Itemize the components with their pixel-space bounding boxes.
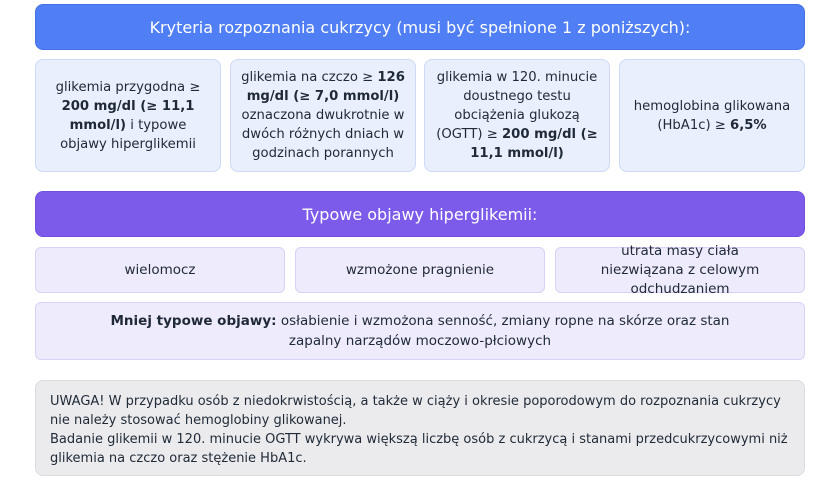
less-typical-label: Mniej typowe objawy: <box>110 313 277 329</box>
criterion-card-random-glucose <box>35 59 221 172</box>
criterion-text: glikemia przygodna ≥ 200 mg/dl (≥ 11,1 mmol/l) i typowe objawy hiperglikemii <box>55 79 201 152</box>
criterion-text: glikemia na czczo ≥ 126 mg/dl (≥ 7,0 mmol/l) oznaczona dwukrotnie w dwóch różnych dniach w godzinach porannych <box>241 70 405 161</box>
note-line-1: UWAGA! W przypadku osób z niedokrwistością, a także w ciąży i okresie poporodowym do rozpoznania cukrzycy nie należy stosować hemoglobiny glikowanej. <box>50 394 781 428</box>
warning-note <box>35 380 805 476</box>
less-typical-symptoms <box>35 302 805 360</box>
criterion-card-ogtt <box>424 59 610 172</box>
symptoms-header <box>35 191 805 237</box>
symptom-label: utrata masy ciała niezwiązana z celowym odchudzaniem <box>600 242 760 297</box>
symptom-card <box>35 247 285 293</box>
symptoms-header-title: Typowe objawy hiperglikemii: <box>302 204 538 224</box>
symptom-card <box>295 247 545 293</box>
criteria-header-title: Kryteria rozpoznania cukrzycy (musi być spełnione 1 z poniższych): <box>149 17 691 37</box>
symptom-label: wielomocz <box>124 261 196 278</box>
less-typical-text: Mniej typowe objawy: osłabienie i wzmożona senność, zmiany ropne na skórze oraz stan zapalny narządów moczowo-płciowych <box>110 313 730 349</box>
symptom-label: wzmożone pragnienie <box>345 261 495 278</box>
criteria-header <box>35 4 805 50</box>
note-line-2: Badanie glikemii w 120. minucie OGTT wykrywa większą liczbę osób z cukrzycą i stanami przedcukrzycowymi niż glikemia na czczo oraz stężenie HbA1c. <box>50 432 788 466</box>
criterion-card-hba1c <box>619 59 805 172</box>
criterion-card-fasting-glucose <box>230 59 416 172</box>
symptom-card <box>555 242 805 297</box>
criterion-text: glikemia w 120. minucie doustnego testu obciążenia glukozą (OGTT) ≥ 200 mg/dl (≥ 11,1 mmol/l) <box>436 70 598 161</box>
criterion-text: hemoglobina glikowana (HbA1c) ≥ 6,5% <box>633 98 791 133</box>
